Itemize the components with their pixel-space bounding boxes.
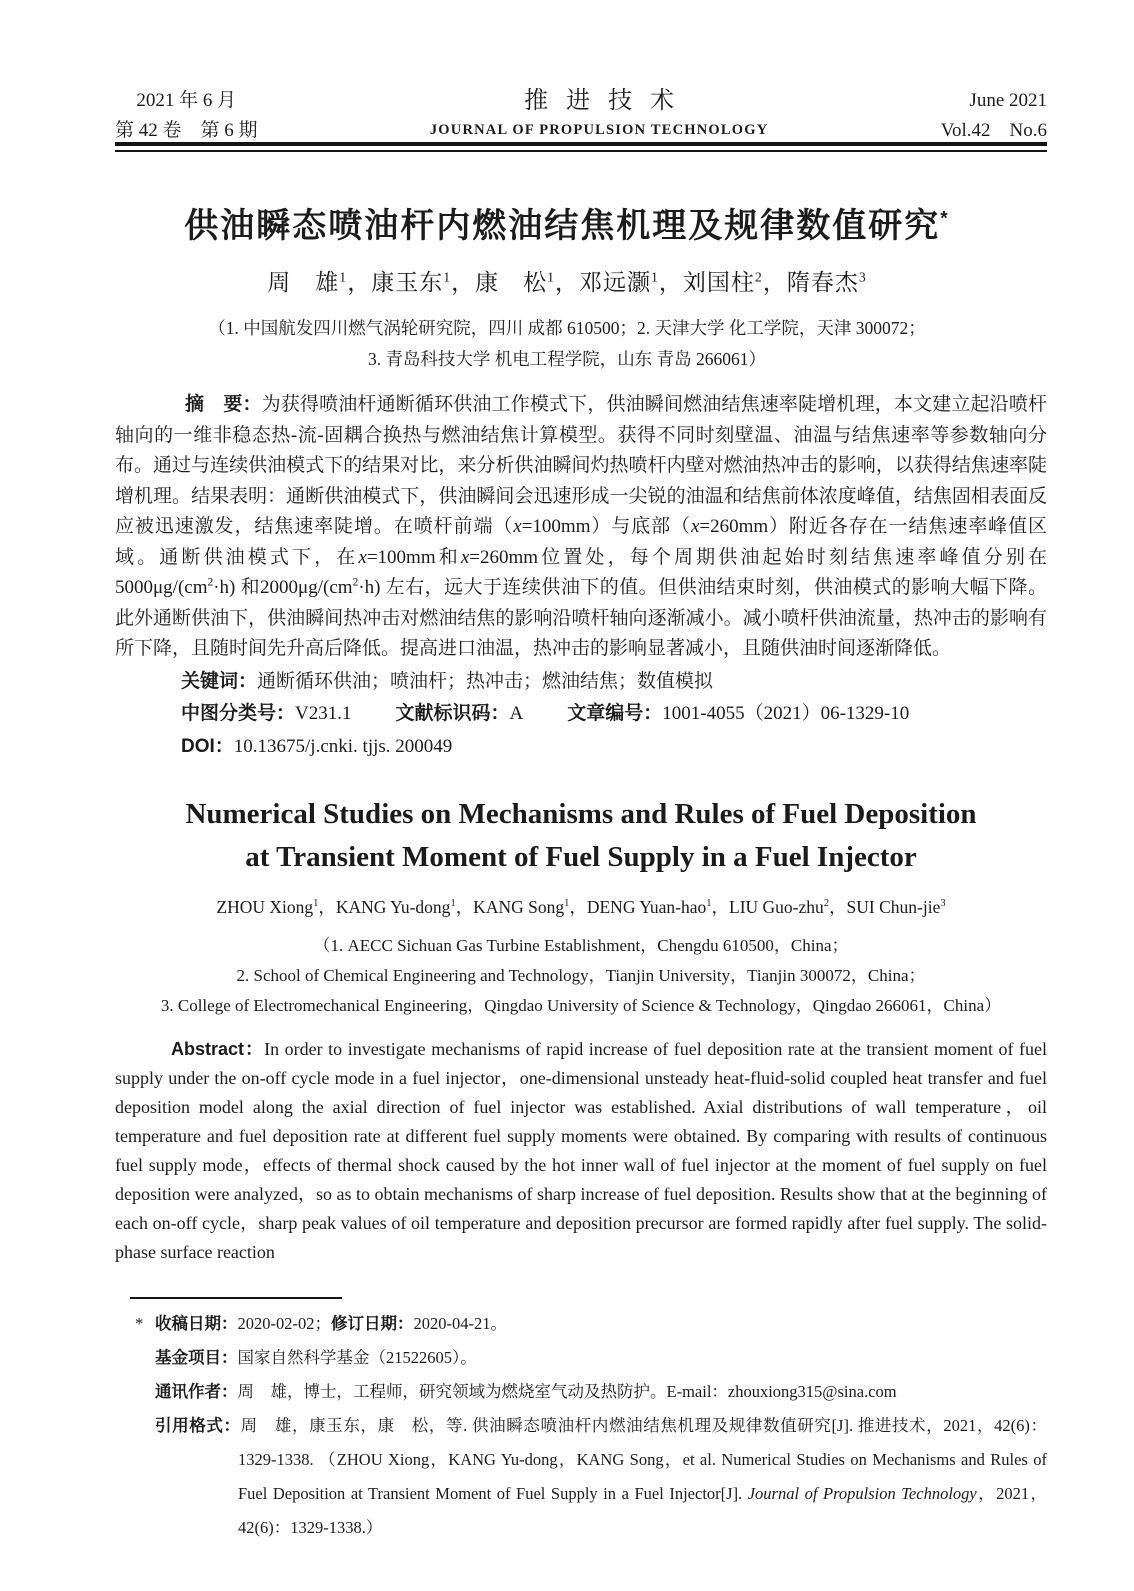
footnotes [115, 1307, 1047, 1545]
journal-header [115, 86, 1047, 146]
article-title-en [115, 793, 1047, 879]
title-footnote-marker: * [940, 208, 950, 230]
clc-pair [181, 703, 352, 724]
keywords-value: 通断循环供油；喷油杆；热冲击；燃油结焦；数值模拟 [257, 670, 714, 692]
footnote-received [115, 1307, 1047, 1341]
article-no-label: 文章编号： [567, 703, 663, 724]
affiliations-cn [0, 313, 1134, 375]
doc-code-pair [396, 703, 524, 724]
doc-code-label: 文献标识码： [395, 703, 510, 724]
chinese-abstract-block [115, 390, 1047, 762]
keywords-line [115, 667, 1047, 698]
clc-label: 中图分类号： [181, 703, 296, 724]
affiliation-en-line3: 3. College of Electromechanical Engineering，Qingdao University of Science & Technology，Qingdao 266061，China） [160, 996, 1002, 1015]
english-block [115, 793, 1047, 1267]
doi-value: 10.13675/j.cnki. tjjs. 200049 [233, 735, 453, 757]
journal-name-en: JOURNAL OF PROPULSION TECHNOLOGY [429, 122, 769, 138]
affiliation-en-line1: （1. AECC Sichuan Gas Turbine Establishment，Chengdu 610500，China； [313, 936, 849, 955]
article-no-pair [567, 703, 909, 724]
journal-issue-cn: 第 42 卷 第 6 期 [115, 120, 258, 141]
affiliation-cn-line1: （1. 中国航发四川燃气涡轮研究院，四川 成都 610500；2. 天津大学 化工学院，天津 300072； [208, 318, 926, 338]
article-title-en-line2: at Transient Moment of Fuel Supply in a Fuel Injector [245, 841, 917, 873]
journal-header-right [941, 86, 1047, 146]
abstract-cn: 摘 要：为获得喷油杆通断循环供油工作模式下，供油瞬间燃油结焦速率陡增机理，本文建立起沿喷杆轴向的一维非稳态热-流-固耦合换热与燃油结焦计算模型。获得不同时刻壁温、油温与结焦速率等参数轴向分布。通过与连续供油模式下的结果对比，来分析供油瞬间灼热喷杆内壁对燃油热冲击的影响，以获得结焦速率陡增机理。结果表明：通断供油模式下，供油瞬间会迅速形成一尖锐的油温和结焦前体浓度峰值，结焦固相表面反应被迅速激发，结焦速率陡增。在喷杆前端（x=100mm）与底部（x=260mm）附近各存在一结焦速率峰值区域。通断供油模式下，在x=100mm和x=260mm位置处，每个周期供油起始时刻结焦速率峰值分别在$5000\mu g/(cm^2\cdot h)$ 和$2000\mu g/(cm^2\cdot h)$ 左右，远大于连续供油下的值。但供油结束时刻，供油模式的影响大幅下降。此外通断供油下，供油瞬间热冲击对燃油结焦的影响沿喷杆轴向逐渐减小。减小喷杆供油流量，热冲击的影响有所下降，且随时间先升高后降低。提高进口油温，热冲击的影响显著减小，且随供油时间逐渐降低。 [115, 394, 1047, 659]
journal-date-en: June 2021 [969, 90, 1047, 111]
doi-line [115, 732, 1047, 763]
authors-cn: 周 雄$^1$，康玉东$^1$，康 松$^1$，邓远灏$^1$，刘国柱$^2$，隋春杰$^3$ [267, 269, 867, 295]
journal-header-center [430, 86, 769, 144]
keywords-label: 关键词： [181, 670, 258, 692]
journal-name-cn: 推进技术 [524, 88, 693, 114]
header-rule-thin [115, 150, 1047, 152]
footnote-received-text: 收稿日期：2020-02-02；修订日期：2020-04-21。 [155, 1314, 507, 1333]
footnote-funding: 基金项目：国家自然科学基金（21522605）。 [155, 1348, 477, 1367]
footnote-rule [130, 1297, 342, 1299]
footnote-citation: 引用格式：周 雄，康玉东，康 松，等. 供油瞬态喷油杆内燃油结焦机理及规律数值研究[J]. 推进技术，2021，42(6)：1329-1338. （ZHOU Xiong，KANG Yu-dong，KANG Song，et al. Numerical Studies on Mechanisms and Rules of Fuel Deposition at Transient Moment of Fuel Supply in a Fuel Injector[J]. Journal of Propulsion Technology，2021，42(6)：1329-1338.） [155, 1416, 1048, 1537]
article-title-cn-text: 供油瞬态喷油杆内燃油结焦机理及规律数值研究 [184, 207, 941, 245]
doi-label: DOI： [181, 735, 234, 757]
affiliation-en-line2: 2. School of Chemical Engineering and Technology，Tianjin University，Tianjin 300072，China； [236, 966, 926, 985]
affiliations-en [115, 931, 1047, 1021]
affiliation-cn-line2: 3. 青岛科技大学 机电工程学院，山东 青岛 266061） [367, 349, 767, 369]
classification-line [115, 699, 1047, 730]
article-no-value: 1001-4055（2021）06-1329-10 [662, 703, 910, 724]
abstract-en: Abstract：In order to investigate mechanisms of rapid increase of fuel deposition rate at the transient moment of fuel supply under the on-off cycle mode in a fuel injector，one-dimensional unsteady heat-fluid-solid coupled heat transfer and fuel deposition model along the axial direction of fuel injector was established. Axial distributions of wall temperature，oil temperature and fuel deposition rate at different fuel supply moments were obtained. By comparing with results of continuous fuel supply mode，effects of thermal shock caused by the hot inner wall of fuel injector at the moment of fuel supply on fuel deposition were analyzed，so as to obtain mechanisms of sharp increase of fuel deposition. Results show that at the beginning of each on-off cycle，sharp peak values of oil temperature and deposition precursor are formed rapidly after fuel supply. The solid-phase surface reaction [115, 1039, 1047, 1262]
journal-header-left [115, 86, 258, 146]
journal-date-cn: 2021 年 6 月 [136, 90, 237, 111]
footnote-asterisk: * [135, 1314, 144, 1333]
journal-issue-en: Vol.42 No.6 [940, 120, 1047, 141]
footnote-corresponding-author: 通讯作者：周 雄，博士，工程师，研究领域为燃烧室气动及热防护。E-mail：zhouxiong315@sina.com [155, 1382, 897, 1401]
clc-value: V231.1 [295, 703, 352, 724]
doc-code-value: A [509, 703, 524, 724]
article-title-cn [0, 198, 1134, 247]
authors-en: ZHOU Xiong$^1$，KANG Yu-dong$^1$，KANG Song$^1$，DENG Yuan-hao$^1$，LIU Guo-zhu$^2$，SUI Chun-jie$^3$ [216, 897, 946, 917]
header-rule-thick [115, 142, 1047, 146]
article-title-en-line1: Numerical Studies on Mechanisms and Rules of Fuel Deposition [185, 798, 977, 830]
